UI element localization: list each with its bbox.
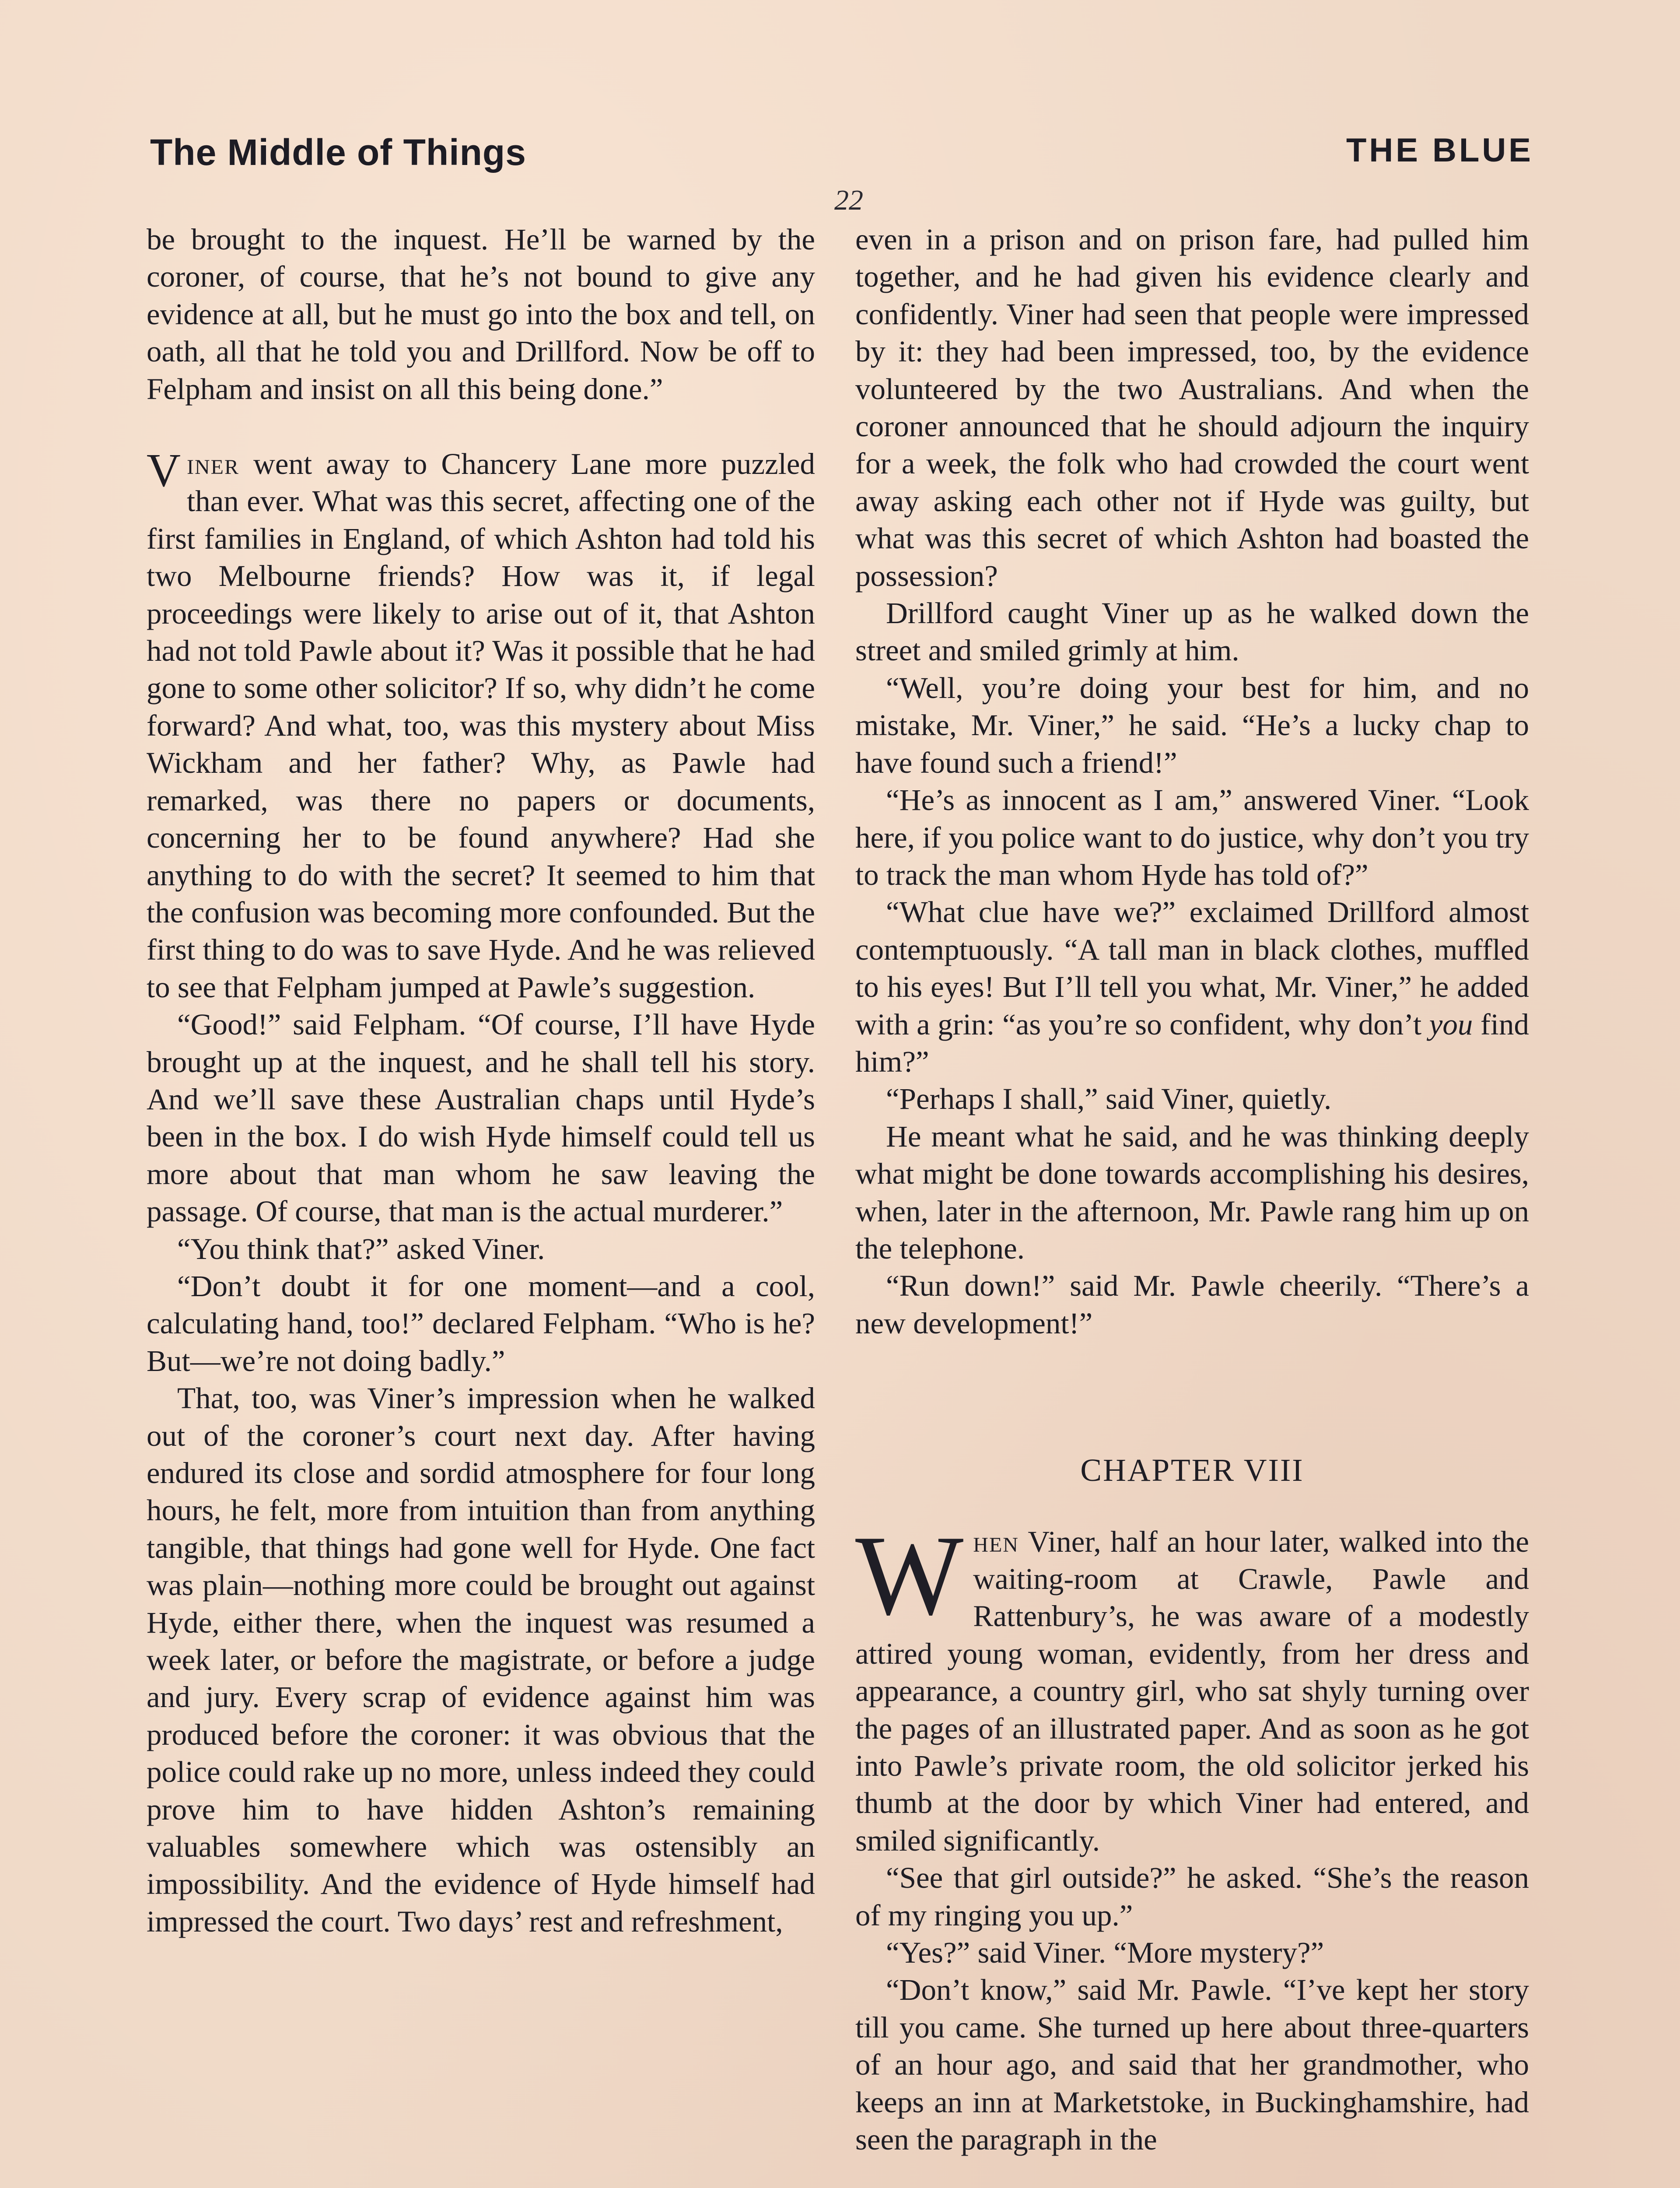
paragraph-text: went away to Chancery Lane more puzzled than ever. What was this secret, affecting one of the first families in England, of which Ashton had told his two Melbourne friends? How was it, if legal proceedings were likely to arise out of it, that Ashton had not told Pawle about it? Was it possible that he had gone to some other solicitor? If so, why didn’t he come forward? And what, too, was this mystery about Miss Wickham and her father? Why, as Pawle had remarked, was there no papers or documents, concerning her to be found anywhere? Had she anything to do with the secret? It seemed to him that the confusion was becoming more confounded. But the first thing to do was to save Hyde. And he was relieved to see that Felpham jumped at Pawle’s suggestion. [147,447,815,1004]
left-column [147,221,815,2188]
paragraph: be brought to the inquest. He’ll be warned by the coroner, of course, that he’s not bound to give any evidence at all, but he must go into the box and tell, on oath, all that he told you and Drillford. Now be off to Felpham and insist on all this being done.” [147,223,815,406]
paragraph: “Run down!” said Mr. Pawle cheerily. “There’s a new development!” [855,1269,1529,1340]
page-number: 22 [834,184,863,216]
paragraph-text: Viner, half an hour later, walked into the waiting-room at Crawle, Pawle and Rattenbury’s, he was aware of a modestly attired young woman, evidently, from her dress and appearance, a country girl, who sat shyly turning over the pages of an illustrated paper. And as soon as he got into Pawle’s private room, the old solicitor jerked his thumb at the door by which Viner had entered, and smiled significantly. [855,1525,1529,1857]
drop-cap: V [147,445,181,497]
italic-word: you [1429,1007,1473,1041]
small-caps-word: iner [187,447,239,481]
paragraph: That, too, was Viner’s impression when he walked out of the coroner’s court next day. After having endured its close and sordid atmosphere for four long hours, he felt, more from intuition than from anything tangible, that things had gone well for Hyde. One fact was plain—nothing more could be brought out against Hyde, either there, when the inquest was resumed a week later, or before the magistrate, or before a judge and jury. Every scrap of evidence against him was produced before the coroner: it was obvious that the police could rake up no more, unless indeed they could prove him to have hidden Ashton’s remaining valuables somewhere which was ostensibly an impossibility. And the evidence of Hyde himself had impressed the court. Two days’ rest and refreshment, [147,1382,815,1938]
paragraph: “Good!” said Felpham. “Of course, I’ll have Hyde brought up at the inquest, and he shall tell his story. And we’ll save these Australian chaps until Hyde’s been in the box. I do wish Hyde himself could tell us more about that man whom he saw leaving the passage. Of course, that man is the actual murderer.” [147,1008,815,1228]
paragraph: “See that girl outside?” he asked. “She’s the reason of my ringing you up.” [855,1861,1529,1932]
paragraph [147,445,815,1006]
paragraph: “You think that?” asked Viner. [177,1232,545,1266]
paragraph-text: “What clue have we?” exclaimed Drillford almost contemptuously. “A tall man in black clothes, muffled to his eyes! But I’ll tell you what, Mr. Viner,” he added with a grin: “as you’re so confident, why don’t [855,895,1529,1041]
paragraph: “He’s as innocent as I am,” answered Viner. “Look here, if you police want to do justice, why don’t you try to track the man whom Hyde has told of?” [855,783,1529,891]
paragraph: “Don’t doubt it for one moment—and a cool, calculating hand, too!” declared Felpham. “Who is he? But—we’re not doing badly.” [147,1269,815,1378]
paragraph [855,1511,1529,1860]
paragraph [855,894,1529,1080]
magazine-title: THE BLUE [1346,132,1533,169]
small-caps-word: hen [973,1525,1019,1558]
paragraph: “Perhaps I shall,” said Viner, quietly. [886,1082,1332,1116]
paragraph: even in a prison and on prison fare, had pulled him together, and he had given his evidence clearly and confidently. Viner had seen that people were impressed by it: they had been impressed, too, by the evidence volunteered by the two Australians. And when the coroner announced that he should adjourn the inquiry for a week, the folk who had crowded the court went away asking each other not if Hyde was guilty, but what was this secret of which Ashton had boasted the possession? [855,223,1529,593]
paragraph: “Yes?” said Viner. “More mystery?” [886,1936,1324,1970]
right-column [855,221,1529,2188]
paragraph: Drillford caught Viner up as he walked down the street and smiled grimly at him. [855,596,1529,667]
paragraph: “Don’t know,” said Mr. Pawle. “I’ve kept her story till you came. She turned up here about three-quarters of an hour ago, and said that her grandmother, who keeps an inn at Marketstoke, in Buckinghamshire, had seen the paragraph in the [855,1973,1529,2156]
paragraph: “Well, you’re doing your best for him, and no mistake, Mr. Viner,” he said. “He’s a lucky chap to have found such a friend!” [855,671,1529,779]
running-title: The Middle of Things [150,132,526,173]
paragraph-text: find him?” [855,1007,1529,1078]
chapter-heading: CHAPTER VIII [1080,1452,1304,1488]
paragraph: He meant what he said, and he was thinking deeply what might be done towards accomplishing his desires, when, later in the afternoon, Mr. Pawle rang him up on the telephone. [855,1119,1529,1265]
drop-cap: W [855,1511,964,1639]
